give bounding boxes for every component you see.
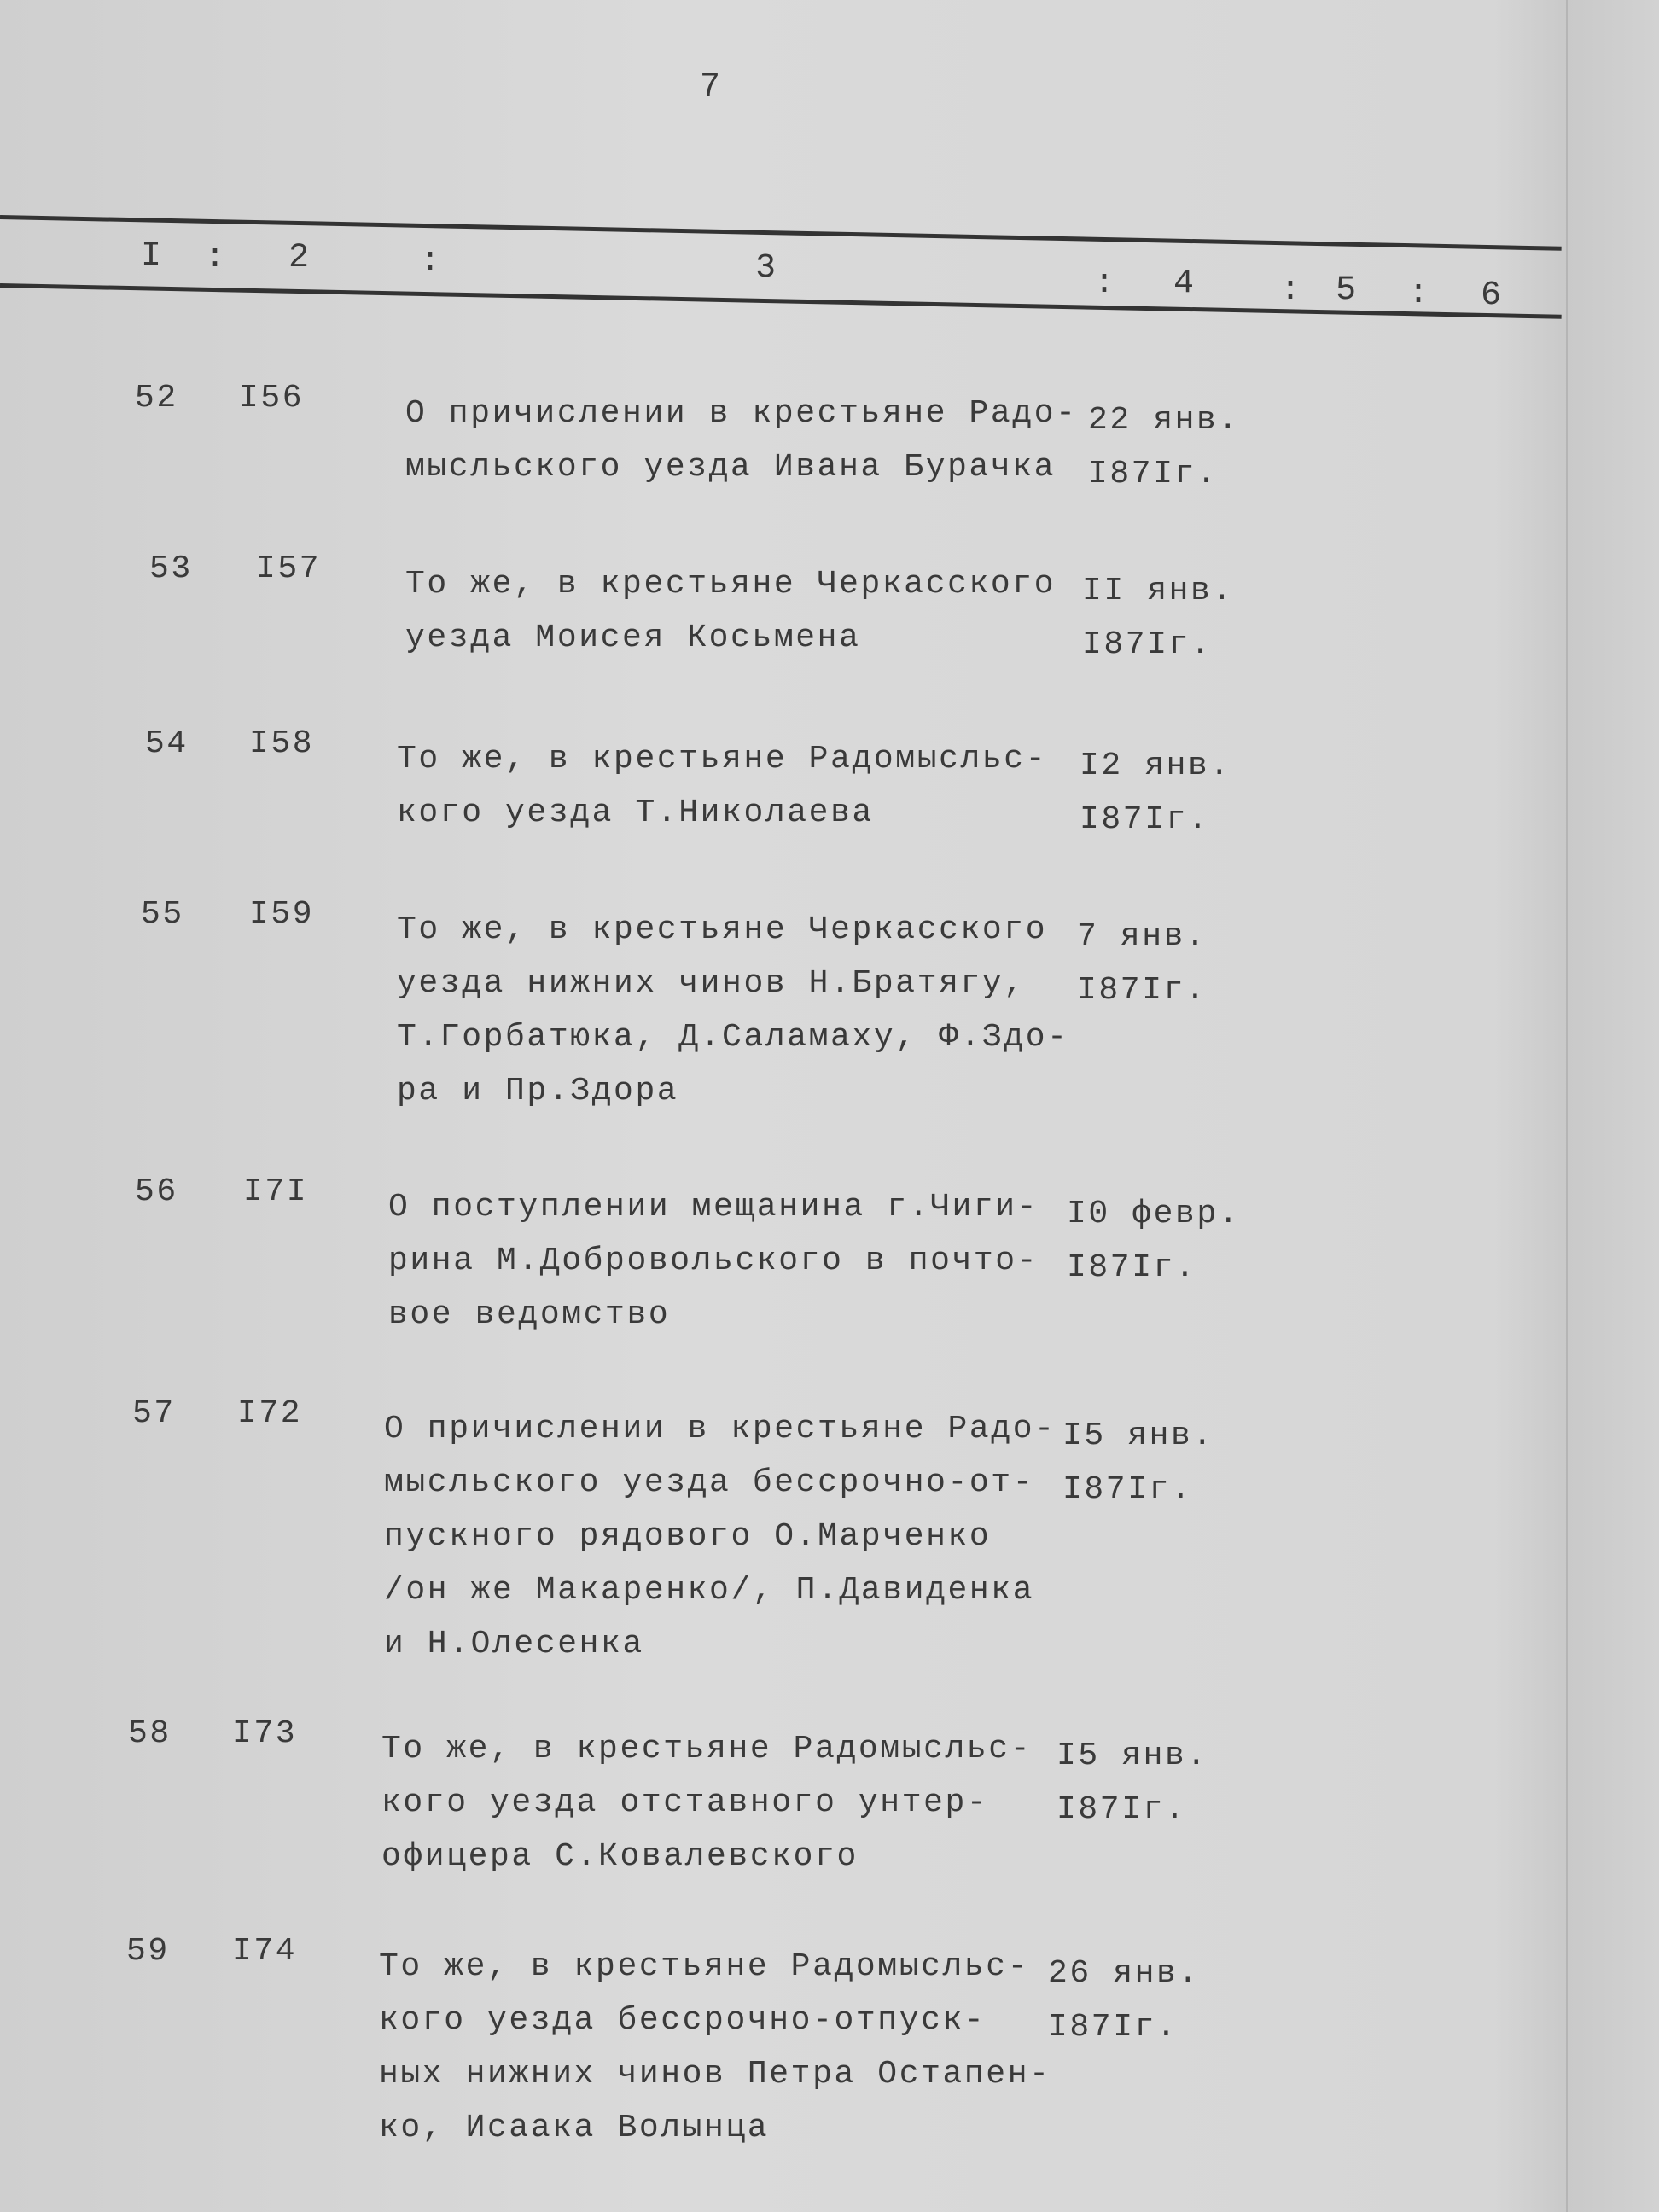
date-line: I87Iг. bbox=[1088, 456, 1219, 492]
file-number: I72 bbox=[237, 1395, 303, 1432]
row-number: 59 bbox=[126, 1933, 170, 1970]
header-top-rule bbox=[0, 215, 1562, 251]
paper-edge bbox=[1566, 0, 1568, 2212]
description-line: офицера С.Ковалевского bbox=[381, 1838, 859, 1875]
description-line: То же, в крестьяне Черкасского bbox=[405, 566, 1057, 602]
description-line: мысльского уезда Ивана Бурачка bbox=[405, 449, 1057, 486]
date-line: I0 февр. bbox=[1067, 1196, 1241, 1232]
date-line: I87Iг. bbox=[1077, 972, 1208, 1009]
description-line: уезда нижних чинов Н.Братягу, bbox=[397, 965, 1026, 1002]
file-number: I74 bbox=[232, 1933, 298, 1970]
row-number: 58 bbox=[128, 1715, 172, 1752]
description-line: уезда Моисея Косьмена bbox=[405, 620, 861, 656]
file-number: I58 bbox=[249, 725, 315, 762]
file-number: I7I bbox=[243, 1173, 309, 1210]
date-line: I5 янв. bbox=[1062, 1417, 1214, 1454]
description-line: кого уезда Т.Николаева bbox=[397, 795, 874, 831]
header-sep: : bbox=[1280, 271, 1301, 310]
date-line: I87Iг. bbox=[1082, 626, 1213, 663]
header-col-3: 3 bbox=[755, 249, 777, 288]
date-line: I87Iг. bbox=[1062, 1471, 1193, 1508]
description-line: О причислении в крестьяне Радо- bbox=[384, 1411, 1057, 1447]
date bbox=[1080, 739, 1231, 847]
date-line: I5 янв. bbox=[1057, 1738, 1208, 1774]
page-number: 7 bbox=[700, 68, 721, 107]
header-sep: : bbox=[1408, 275, 1429, 313]
date-line: I87Iг. bbox=[1067, 1249, 1197, 1286]
date bbox=[1067, 1187, 1240, 1295]
description bbox=[405, 557, 1056, 665]
date-line: I87Iг. bbox=[1057, 1791, 1187, 1828]
header-col-5: 5 bbox=[1336, 271, 1357, 310]
date-line: 26 янв. bbox=[1048, 1955, 1200, 1992]
date-line: I87Iг. bbox=[1048, 2009, 1179, 2046]
description-line: То же, в крестьяне Радомысльс- bbox=[381, 1731, 1033, 1767]
header-sep: : bbox=[420, 242, 441, 281]
header-col-6: 6 bbox=[1481, 276, 1502, 315]
header-col-4: 4 bbox=[1173, 265, 1195, 303]
description-line: ра и Пр.Здора bbox=[397, 1073, 679, 1109]
header-col-1: I bbox=[141, 237, 162, 276]
date-line: 7 янв. bbox=[1077, 918, 1208, 955]
description bbox=[397, 903, 1069, 1118]
description-line: О причислении в крестьяне Радо- bbox=[405, 395, 1078, 432]
file-number: I59 bbox=[249, 896, 315, 933]
description-line: ных нижних чинов Петра Остапен- bbox=[379, 2056, 1051, 2093]
description-line: То же, в крестьяне Радомысльс- bbox=[397, 741, 1048, 777]
description-line: ко, Исаака Волынца bbox=[379, 2110, 770, 2146]
row-number: 57 bbox=[132, 1395, 176, 1432]
description-line: мысльского уезда бессрочно-от- bbox=[384, 1464, 1035, 1501]
row-number: 53 bbox=[149, 550, 193, 587]
file-number: I56 bbox=[239, 380, 305, 416]
description-line: Т.Горбатюка, Д.Саламаху, Ф.Здо- bbox=[397, 1019, 1069, 1056]
description bbox=[379, 1940, 1051, 2155]
description-line: О поступлении мещанина г.Чиги- bbox=[388, 1189, 1039, 1225]
description bbox=[384, 1402, 1057, 1671]
file-number: I73 bbox=[232, 1715, 298, 1752]
date-line: 22 янв. bbox=[1088, 402, 1240, 439]
date bbox=[1082, 564, 1234, 672]
header-col-2: 2 bbox=[288, 239, 310, 277]
description-line: рина М.Добровольского в почто- bbox=[388, 1243, 1039, 1279]
date bbox=[1057, 1729, 1208, 1837]
date-line: I87Iг. bbox=[1080, 801, 1210, 838]
date bbox=[1048, 1947, 1200, 2054]
file-number: I57 bbox=[256, 550, 322, 587]
description bbox=[388, 1180, 1039, 1342]
description-line: и Н.Олесенка bbox=[384, 1626, 644, 1662]
header-bottom-rule bbox=[0, 283, 1562, 319]
description bbox=[381, 1722, 1032, 1883]
date-line: I2 янв. bbox=[1080, 748, 1231, 784]
row-number: 56 bbox=[135, 1173, 178, 1210]
row-number: 54 bbox=[145, 725, 189, 762]
description-line: пускного рядового О.Марченко bbox=[384, 1518, 992, 1555]
description-line: кого уезда бессрочно-отпуск- bbox=[379, 2002, 987, 2039]
description-line: вое ведомство bbox=[388, 1296, 671, 1333]
description-line: кого уезда отставного унтер- bbox=[381, 1784, 989, 1821]
description bbox=[405, 387, 1078, 494]
header-sep: : bbox=[1094, 265, 1115, 303]
description-line: То же, в крестьяне Черкасского bbox=[397, 911, 1048, 948]
header-sep: : bbox=[205, 239, 226, 277]
row-number: 52 bbox=[135, 380, 178, 416]
date bbox=[1077, 910, 1207, 1017]
description-line: /он же Макаренко/, П.Давиденка bbox=[384, 1572, 1035, 1609]
date-line: II янв. bbox=[1082, 573, 1234, 609]
row-number: 55 bbox=[141, 896, 184, 933]
description-line: То же, в крестьяне Радомысльс- bbox=[379, 1948, 1030, 1985]
date bbox=[1062, 1409, 1214, 1516]
description bbox=[397, 732, 1047, 840]
date bbox=[1088, 393, 1240, 501]
